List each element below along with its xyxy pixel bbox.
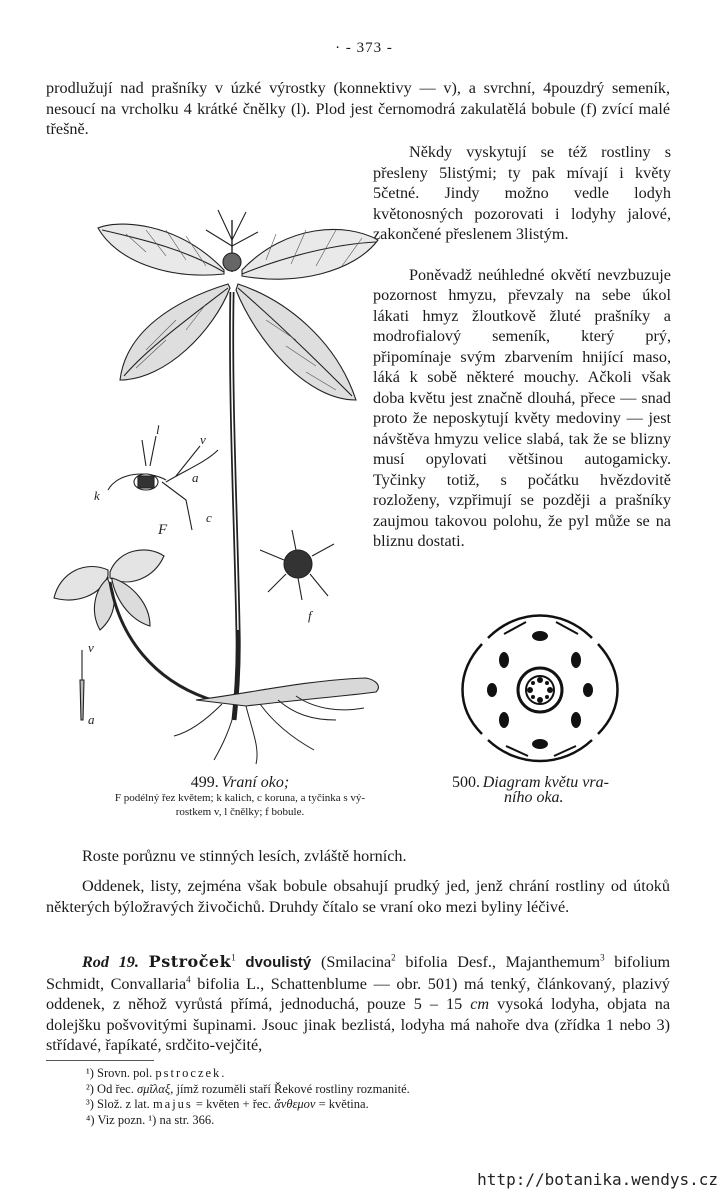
genus-text-b: bifolia Desf., Majanthemum xyxy=(405,953,601,971)
genus-block xyxy=(46,952,670,1056)
figure-499-number: 499. xyxy=(190,774,219,791)
figure-499-legend-2: rostkem v, l čnělky; f bobule. xyxy=(175,806,305,818)
footnote-1: ¹) Srovn. pol. pstroczek. xyxy=(86,1066,227,1080)
label-v: v xyxy=(200,432,206,447)
small-leaf-4 xyxy=(112,578,150,626)
label-l: l xyxy=(156,422,160,437)
footnote-4: ⁴) Viz pozn. ¹) na str. 366. xyxy=(86,1112,215,1127)
right-paragraph-1: Někdy vyskytují se též rostliny s přesleny 5listými; ty pak mívají i květy 5četné. Jindy možno vedle lodyh květonosných pozorovati i lodyhy jalové, zakončené přeslenem 3listým. xyxy=(373,143,671,243)
figure-500-title-2: ního oka. xyxy=(504,789,564,806)
source-url[interactable]: http://botanika.wendys.cz xyxy=(477,1170,718,1189)
species-name: dvoulistý xyxy=(245,954,312,971)
label-a: a xyxy=(192,470,199,485)
poison-block xyxy=(46,876,670,917)
ovary-diagram xyxy=(518,668,562,712)
figure-499-illustration xyxy=(46,200,386,770)
right-paragraph-2: Poněvadž neúhledné okvětí nevzbuzuje pozornost hmyzu, převzaly na sebe úkol lákati hmyz žloutkově žluté prašníky a modrofialový semeník, který prý, připomínaje svým zbarvením hnijící maso, láká k sobě některé mouchy. Ačkoli však doba květu jest značně dlouhá, přece — snad proto že neposkytují květy medoviny — jest návštěva hmyzu velice slabá, tak že se blizny musí opylovati většinou autogamicky. Tyčinky totiž, s počátku hvězdovitě rozloženy, vzpřimují se později a prašníky zaujmou takovou polohu, že pyl může se na bliznu dostati. xyxy=(373,265,671,550)
anther-1 xyxy=(532,631,548,641)
figure-500-number: 500. xyxy=(452,774,480,791)
anther-8 xyxy=(532,739,548,749)
genus-text-a: (Smilacina xyxy=(321,953,392,971)
small-leaf-2 xyxy=(110,550,164,582)
label-k: k xyxy=(94,488,100,503)
figure-499-title: Vraní oko; xyxy=(221,774,290,791)
footnotes xyxy=(86,1066,646,1128)
poison-paragraph: Oddenek, listy, zejména však bobule obsahují prudký jed, jenž chrání rostliny od útoků některých býložravých živočichů. Druhdy čítalo se vraní oko mezi byliny léčivé. xyxy=(46,877,670,916)
genus-name: Pstroček xyxy=(148,952,232,971)
label-v2: v xyxy=(88,640,94,655)
unit-cm: cm xyxy=(470,995,490,1013)
genus-text-c: bifolium Schmidt, Convallaria xyxy=(46,953,671,993)
right-column xyxy=(373,142,671,552)
habitat-paragraph: Roste porůznu ve stinných lesích, zvláště horních. xyxy=(82,847,407,865)
figure-499-legend-1: F podélný řez květem; k kalich, c koruna, a tyčinka s vý- xyxy=(114,792,366,804)
outer-tepal-left xyxy=(463,644,483,734)
label-a2: a xyxy=(88,712,95,727)
footnote-2: ²) Od řec. σμῖλαξ, jímž rozuměli staří Řekové rostliny rozmanité. xyxy=(86,1081,410,1096)
footnote-ref-3: 3 xyxy=(600,952,605,963)
footnote-ref-2: 2 xyxy=(391,952,396,963)
genus-paragraph xyxy=(46,952,670,1056)
figure-500-diagram xyxy=(448,598,632,772)
rhizome xyxy=(196,678,378,706)
genus-text-e: vysoká lodyha, objata na dolejšku pošvovitými šupinami. Jsouc jinak bezlistá, lodyha má nahoře dva (zřídka 1 nebo 3) střídavé, řapíkaté, srdčito-vejčité, xyxy=(46,995,671,1054)
label-c: c xyxy=(206,510,212,525)
footnote-ref-1: 1 xyxy=(231,952,236,963)
intro-paragraph: prodlužují nad prašníky v úzké výrostky (konnektivy — v), a svrchní, 4pouzdrý semeník, nesoucí na vrcholku 4 krátké čnělky (l). Plod jest černomodrá zakulatělá bobule (f) zvící malé třešně. xyxy=(46,79,670,138)
stamen-detail xyxy=(80,650,84,720)
anther-5 xyxy=(583,683,593,697)
footnote-ref-4: 4 xyxy=(186,974,191,985)
anther-3 xyxy=(571,652,581,668)
ovary xyxy=(223,253,241,271)
rod-label: Rod 19. xyxy=(82,953,139,971)
berry-f xyxy=(260,530,334,600)
anther-7 xyxy=(571,712,581,728)
anther-4 xyxy=(487,683,497,697)
flower-section-F xyxy=(108,436,218,530)
label-f: f xyxy=(308,608,312,623)
anther-2 xyxy=(499,652,509,668)
figure-500-caption xyxy=(440,776,652,805)
leaf-upper-right xyxy=(242,229,378,279)
label-F: F xyxy=(158,522,168,538)
outer-tepal-right xyxy=(598,644,618,734)
anther-6 xyxy=(499,712,509,728)
figure-499-caption xyxy=(100,776,380,819)
figure-500-title-1: Diagram květu vra- xyxy=(482,774,609,791)
habitat-block xyxy=(46,846,670,867)
footnote-divider xyxy=(46,1060,154,1061)
page-number: · - 373 - xyxy=(335,40,393,56)
genus-text-d: bifolia L., Schattenblume — obr. 501) má tenký, článkovaný, plazivý oddenek, z něhož vyrůstá přímá, jednoduchá, pouze 5 – 15 xyxy=(46,974,671,1013)
footnote-3: ³) Slož. z lat. majus = květen + řec. ἄνθεμον = květina. xyxy=(86,1097,369,1111)
